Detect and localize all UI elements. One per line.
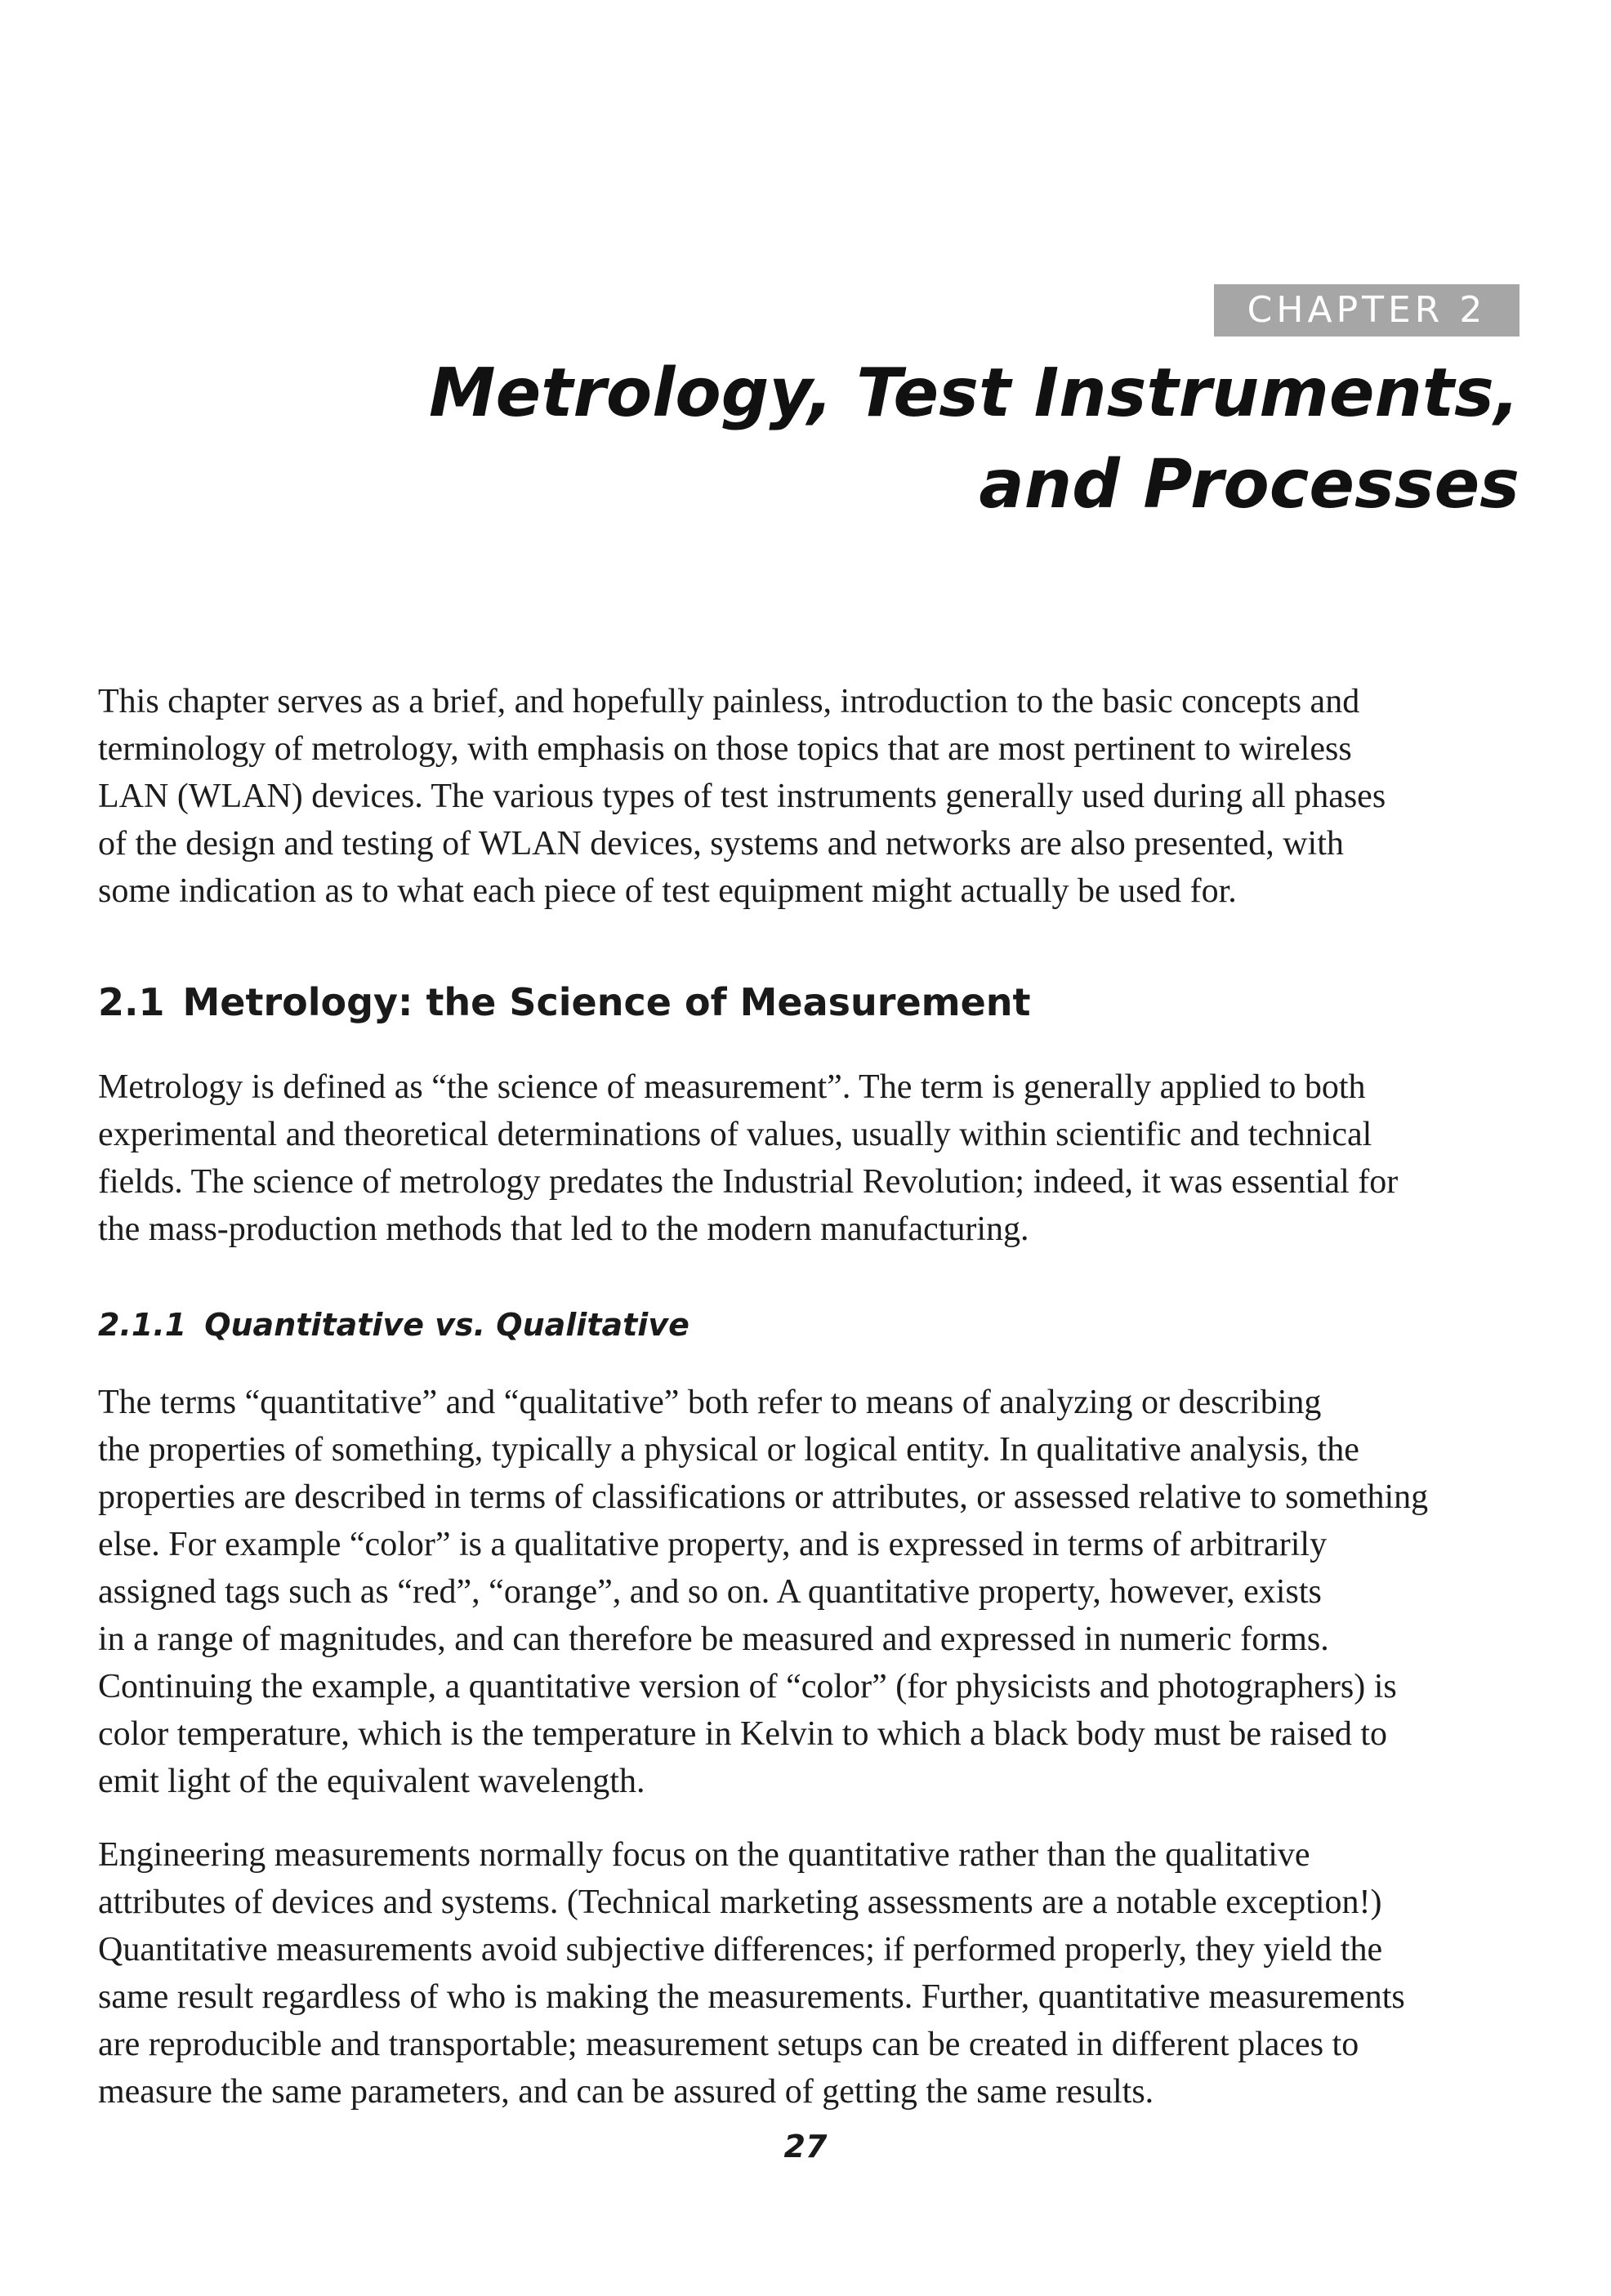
text-line: This chapter serves as a brief, and hopefully painless, introduction to the basic concepts and	[98, 683, 1360, 720]
text-line: color temperature, which is the temperature in Kelvin to which a black body must be raised to	[98, 1715, 1388, 1753]
text-line: measure the same parameters, and can be assured of getting the same results.	[98, 2073, 1154, 2111]
text-line: same result regardless of who is making the measurements. Further, quantitative measurements	[98, 1978, 1405, 2016]
text-line: Metrology is defined as “the science of measurement”. The term is generally applied to both	[98, 1068, 1366, 1106]
text-line: experimental and theoretical determinations of values, usually within scientific and technical	[98, 1116, 1372, 1153]
chapter-title-line-2: and Processes	[979, 446, 1520, 524]
text-line: fields. The science of metrology predates the Industrial Revolution; indeed, it was essential for	[98, 1163, 1399, 1201]
chapter-title	[376, 348, 1520, 531]
subsection-heading-2-1-1	[98, 1307, 689, 1343]
page-number: 27	[783, 2129, 828, 2164]
section-number: 2.1	[98, 980, 165, 1024]
text-line: else. For example “color” is a qualitative property, and is expressed in terms of arbitrarily	[98, 1526, 1328, 1563]
section-title: Metrology: the Science of Measurement	[182, 980, 1031, 1024]
text-line: are reproducible and transportable; measurement setups can be created in different places to	[98, 2026, 1359, 2063]
text-line: emit light of the equivalent wavelength.	[98, 1763, 645, 1800]
section-2-1-1-paragraph-1	[98, 1379, 1524, 1805]
section-2-1-1-paragraph-2	[98, 1831, 1524, 2115]
text-line: of the design and testing of WLAN devices, systems and networks are also presented, with	[98, 825, 1344, 863]
text-line: LAN (WLAN) devices. The various types of test instruments generally used during all phases	[98, 778, 1386, 815]
subsection-title: Quantitative vs. Qualitative	[204, 1307, 689, 1343]
subsection-number: 2.1.1	[98, 1307, 187, 1343]
text-line: some indication as to what each piece of test equipment might actually be used for.	[98, 872, 1237, 910]
text-line: attributes of devices and systems. (Technical marketing assessments are a notable exception!)	[98, 1884, 1382, 1921]
chapter-label: CHAPTER 2	[1214, 284, 1520, 337]
text-line: Continuing the example, a quantitative version of “color” (for physicists and photographers) is	[98, 1668, 1397, 1705]
intro-paragraph	[98, 678, 1524, 915]
text-line: terminology of metrology, with emphasis on those topics that are most pertinent to wireless	[98, 730, 1352, 768]
text-line: properties are described in terms of classifications or attributes, or assessed relative to something	[98, 1478, 1429, 1516]
text-line: assigned tags such as “red”, “orange”, and so on. A quantitative property, however, exists	[98, 1573, 1322, 1611]
chapter-title-line-1: Metrology, Test Instruments,	[429, 354, 1520, 432]
text-line: Engineering measurements normally focus on the quantitative rather than the qualitative	[98, 1836, 1310, 1874]
text-line: in a range of magnitudes, and can therefore be measured and expressed in numeric forms.	[98, 1621, 1329, 1658]
section-2-1-paragraph	[98, 1063, 1524, 1253]
text-line: the properties of something, typically a physical or logical entity. In qualitative analysis, the	[98, 1431, 1359, 1469]
text-line: the mass-production methods that led to the modern manufacturing.	[98, 1210, 1029, 1248]
section-heading-2-1	[98, 980, 1031, 1024]
text-line: Quantitative measurements avoid subjective differences; if performed properly, they yield the	[98, 1931, 1383, 1968]
text-line: The terms “quantitative” and “qualitative” both refer to means of analyzing or describing	[98, 1384, 1322, 1421]
